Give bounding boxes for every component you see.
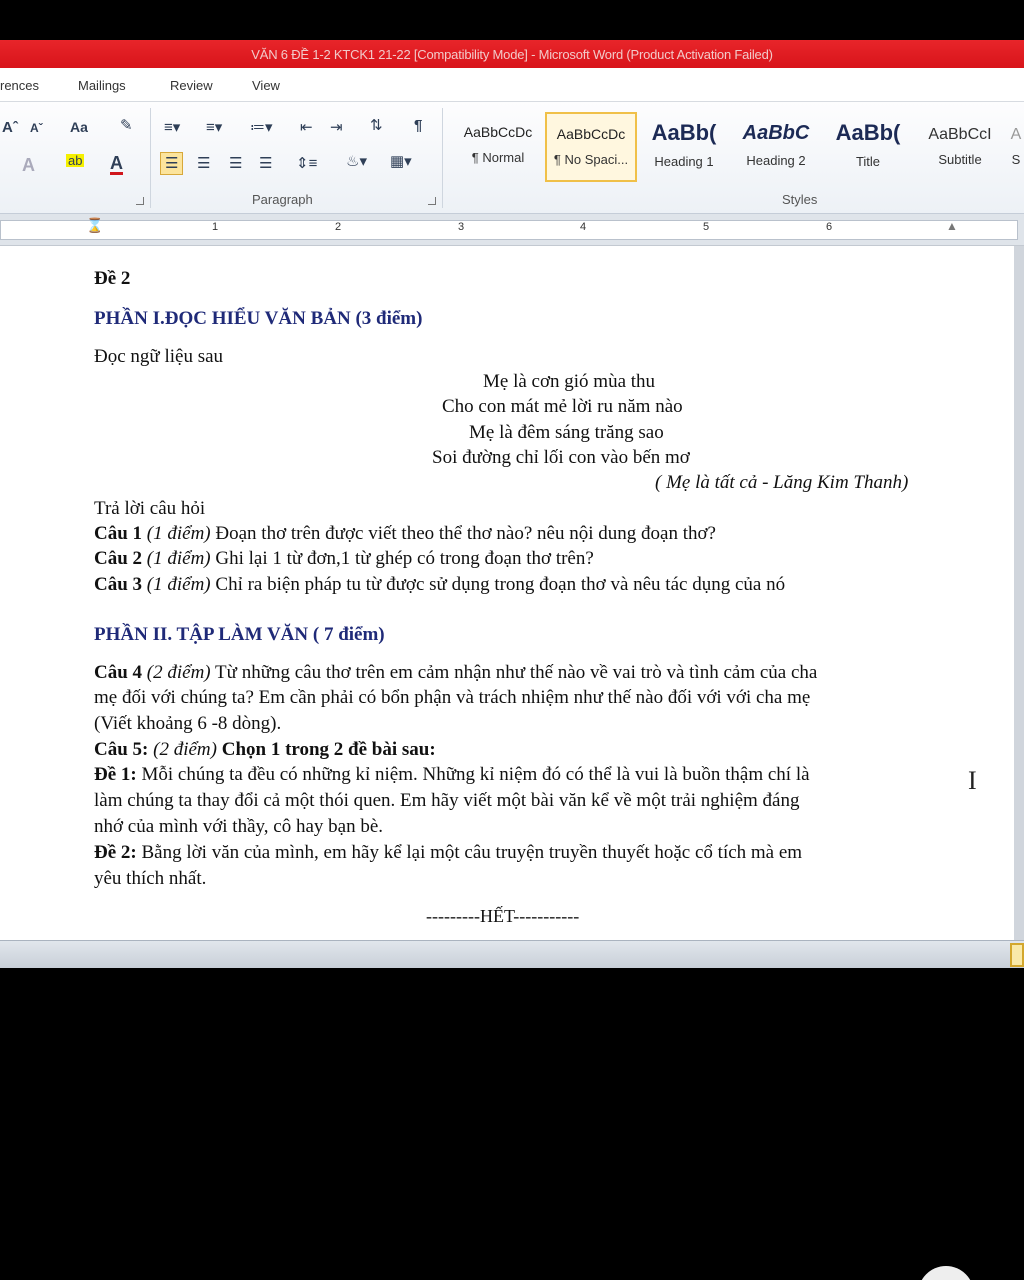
- question-text: Ghi lại 1 từ đơn,1 từ ghép có trong đoạn thơ trên?: [210, 548, 594, 569]
- indent-marker-icon[interactable]: ⌛: [86, 217, 104, 233]
- ruler-number: 2: [335, 221, 342, 233]
- question-label: Câu 4: [94, 662, 143, 683]
- question-points: (2 điểm): [148, 739, 217, 760]
- tab-references[interactable]: rences: [0, 78, 40, 93]
- question-points: (2 điểm): [146, 662, 211, 683]
- highlight-button[interactable]: ab: [68, 153, 83, 168]
- end-marker: ---------HẾT-----------: [426, 906, 580, 926]
- poem-source: ( Mẹ là tất cả - Lăng Kim Thanh): [655, 472, 909, 493]
- question-3: [94, 574, 785, 596]
- paragraph-dialog-launcher[interactable]: [428, 197, 436, 205]
- question-5: [94, 739, 436, 761]
- justify-icon[interactable]: ☰: [259, 155, 273, 172]
- question-text: Từ những câu thơ trên em cảm nhận như thế nào về vai trò và tình cảm của cha: [210, 662, 818, 683]
- question-4-line2: mẹ đối với chúng ta? Em cần phải có bổn phận và trách nhiệm như thế nào đối với với cha mẹ: [94, 687, 811, 708]
- borders-icon[interactable]: ▦▾: [390, 153, 412, 170]
- de2-line1: [94, 842, 802, 864]
- style-name: Subtitle: [938, 152, 982, 167]
- question-4-line3: (Viết khoảng 6 -8 dòng).: [94, 713, 282, 734]
- answer-prompt: Trả lời câu hỏi: [94, 498, 206, 519]
- multilevel-list-icon[interactable]: ≔▾: [250, 119, 273, 136]
- question-2: [94, 548, 594, 570]
- style-sample: AaBbCcDc: [556, 126, 626, 142]
- style-normal[interactable]: [452, 112, 544, 182]
- clear-format-icon[interactable]: ✎: [120, 117, 133, 134]
- status-bar: [0, 940, 1024, 968]
- bullets-icon[interactable]: ≡▾: [164, 119, 181, 136]
- question-label: Câu 2: [94, 548, 143, 569]
- de2-label: Đề 2:: [94, 842, 137, 863]
- sort-icon[interactable]: ⇅: [370, 117, 383, 134]
- question-text: Chỉ ra biện pháp tu từ được sử dụng trong đoạn thơ và nêu tác dụng của nó: [210, 574, 786, 595]
- document-area: [0, 246, 1024, 940]
- style-sample: AaBbC: [742, 122, 810, 144]
- style-sample: A: [1010, 126, 1022, 143]
- de-title: Đề 2: [94, 268, 131, 289]
- align-center-icon[interactable]: ☰: [197, 155, 211, 172]
- part2-heading: PHẦN II. TẬP LÀM VĂN ( 7 điểm): [94, 624, 385, 645]
- ruler-number: 1: [212, 221, 219, 233]
- de1-line1: [94, 764, 810, 786]
- style-title[interactable]: [822, 112, 914, 182]
- overlay-button[interactable]: [918, 1266, 974, 1280]
- decrease-indent-icon[interactable]: ⇤: [300, 119, 313, 136]
- tab-review[interactable]: Review: [170, 78, 213, 93]
- ruler-strip: [0, 217, 1018, 240]
- shrink-font-button[interactable]: Aˇ: [30, 121, 43, 135]
- style-subtitle[interactable]: [914, 112, 1006, 182]
- paragraph-group-label: Paragraph: [252, 192, 313, 207]
- right-indent-marker-icon[interactable]: ▲: [946, 219, 958, 233]
- style-sample: AaBbCcI: [928, 126, 992, 143]
- font-color-button[interactable]: A: [110, 153, 123, 173]
- question-points: (1 điểm): [146, 548, 211, 569]
- de1-label: Đề 1:: [94, 764, 137, 785]
- grow-font-button[interactable]: Aˆ: [2, 119, 18, 136]
- intro-text: Đọc ngữ liệu sau: [94, 346, 224, 367]
- poem-line: Mẹ là cơn gió mùa thu: [483, 371, 656, 392]
- de1-line3: nhớ của mình với thầy, cô hay bạn bè.: [94, 816, 384, 837]
- styles-group-label: Styles: [782, 192, 818, 207]
- style-name: S: [1011, 152, 1021, 167]
- de1-text: Mỗi chúng ta đều có những kỉ niệm. Những kỉ niệm đó có thể là vui là buồn thậm chí là: [136, 764, 810, 785]
- change-case-button[interactable]: Aa: [70, 119, 88, 135]
- style-sample: AaBb(: [651, 120, 717, 145]
- shading-icon[interactable]: ♨▾: [346, 153, 367, 170]
- ribbon-tabs: [0, 68, 1024, 102]
- tab-view[interactable]: View: [252, 78, 280, 93]
- question-label: Câu 3: [94, 574, 143, 595]
- style-name: ¶ No Spaci...: [553, 152, 629, 167]
- style-heading-1[interactable]: [638, 112, 730, 182]
- increase-indent-icon[interactable]: ⇥: [330, 119, 343, 136]
- style-heading-2[interactable]: [730, 112, 822, 182]
- question-label: Câu 5:: [94, 739, 149, 760]
- font-dialog-launcher[interactable]: [136, 197, 144, 205]
- document-page[interactable]: [0, 246, 1014, 940]
- poem-line: Cho con mát mẻ lời ru năm nào: [442, 396, 683, 417]
- style-name: Heading 1: [654, 154, 714, 169]
- style-subtle-emphasis[interactable]: [1008, 112, 1024, 182]
- poem-line: Mẹ là đêm sáng trăng sao: [469, 422, 664, 443]
- align-left-icon[interactable]: ☰: [160, 152, 183, 175]
- separator: [150, 108, 151, 208]
- line-spacing-icon[interactable]: ⇕≡: [296, 155, 318, 172]
- style-no-spacing[interactable]: [545, 112, 637, 182]
- vertical-scrollbar[interactable]: [1014, 246, 1024, 940]
- show-formatting-icon[interactable]: ¶: [414, 117, 423, 134]
- ruler-number: 3: [458, 221, 465, 233]
- ruler-number: 6: [826, 221, 833, 233]
- ruler-number: 4: [580, 221, 587, 233]
- tab-mailings[interactable]: Mailings: [78, 78, 126, 93]
- title-bar: [0, 40, 1024, 68]
- style-sample: AaBbCcDc: [463, 124, 533, 140]
- de2-line2: yêu thích nhất.: [94, 868, 207, 889]
- style-name: Heading 2: [746, 153, 806, 168]
- ribbon: [0, 102, 1024, 214]
- question-label: Câu 1: [94, 523, 143, 544]
- question-4-line1: [94, 662, 817, 684]
- question-points: (1 điểm): [146, 523, 211, 544]
- align-right-icon[interactable]: ☰: [229, 155, 243, 172]
- view-mode-button[interactable]: [1010, 943, 1024, 967]
- window-title: VĂN 6 ĐỀ 1-2 KTCK1 21-22 [Compatibility Mode] - Microsoft Word (Product Activation Failed): [251, 46, 773, 62]
- style-sample: AaBb(: [835, 120, 901, 145]
- separator: [442, 108, 443, 208]
- poem-line: Soi đường chỉ lối con vào bến mơ: [432, 447, 690, 468]
- numbering-icon[interactable]: ≡▾: [206, 119, 223, 136]
- horizontal-ruler[interactable]: [0, 214, 1024, 246]
- de2-text: Bằng lời văn của mình, em hãy kể lại một câu truyện truyền thuyết hoặc cổ tích mà em: [136, 842, 803, 863]
- question-points: (1 điểm): [146, 574, 211, 595]
- style-name: Title: [855, 154, 881, 169]
- ruler-number: 5: [703, 221, 710, 233]
- question-text: Chọn 1 trong 2 đề bài sau:: [216, 739, 436, 760]
- question-text: Đoạn thơ trên được viết theo thể thơ nào? nêu nội dung đoạn thơ?: [210, 523, 716, 544]
- question-1: [94, 523, 716, 545]
- style-name: ¶ Normal: [471, 150, 525, 165]
- de1-line2: làm chúng ta thay đổi cả một thói quen. Em hãy viết một bài văn kể về một trải nghiệm đáng: [94, 790, 800, 811]
- part1-heading: PHẦN I.ĐỌC HIỂU VĂN BẢN (3 điểm): [94, 308, 423, 329]
- text-effects-button[interactable]: A: [22, 155, 35, 175]
- text-cursor-icon: I: [968, 766, 977, 795]
